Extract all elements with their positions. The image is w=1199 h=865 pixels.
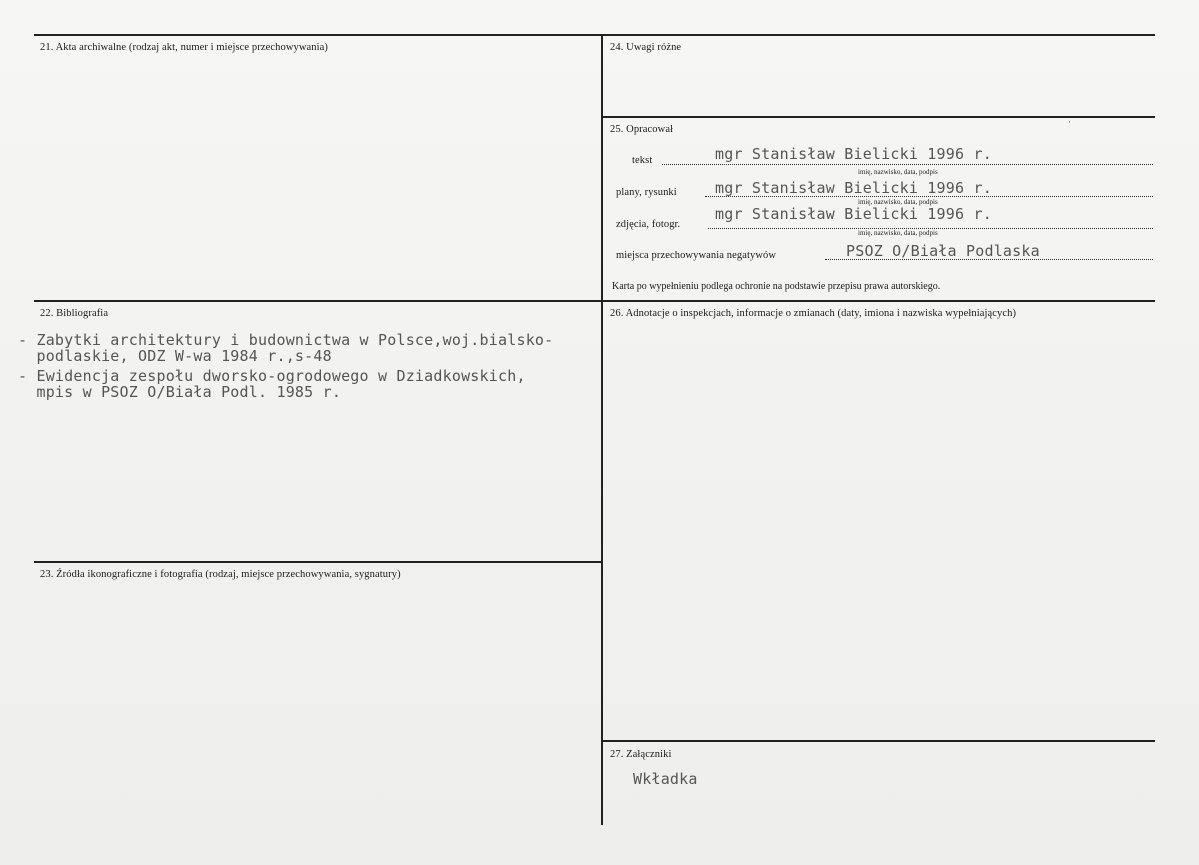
- section-27-label: 27. Załączniki: [610, 749, 672, 760]
- section-26-label: 26. Adnotacje o inspekcjach, informacje o zmianach (daty, imiona i nazwiska wypełniających): [610, 308, 1017, 319]
- field-negatywy-label: miejsca przechowywania negatywów: [616, 250, 777, 261]
- rule-above-22-26: [34, 300, 1155, 302]
- bibliography-line-1: - Zabytki architektury i budownictwa w Polsce,woj.bialsko-: [18, 331, 554, 349]
- section-23-label: 23. Źródła ikonograficzne i fotografia (rodzaj, miejsce przechowywania, sygnatury): [40, 569, 401, 580]
- field-tekst-hint: imię, nazwisko, data, podpis: [858, 168, 938, 176]
- field-zdjecia-label: zdjęcia, fotogr.: [616, 219, 681, 230]
- section-25-label: 25. Opracował: [610, 124, 674, 135]
- field-plany-label: plany, rysunki: [616, 187, 677, 198]
- rule-above-25: [601, 116, 1155, 118]
- field-negatywy-value: PSOZ O/Biała Podlaska: [846, 242, 1040, 260]
- middle-divider: [601, 34, 603, 825]
- field-plany-hint: imię, nazwisko, data, podpis: [858, 198, 938, 206]
- field-zdjecia-value: mgr Stanisław Bielicki 1996 r.: [715, 205, 992, 223]
- section-21-label: 21. Akta archiwalne (rodzaj akt, numer i miejsce przechowywania): [40, 42, 329, 53]
- top-rule: [34, 34, 1155, 36]
- bibliography-line-3: - Ewidencja zespołu dworsko-ogrodowego w Dziadkowskich,: [18, 367, 526, 385]
- field-tekst-line: [662, 164, 1153, 165]
- field-tekst-label: tekst: [632, 155, 653, 166]
- rule-above-23: [34, 561, 601, 563]
- copyright-notice: Karta po wypełnieniu podlega ochronie na podstawie przepisu prawa autorskiego.: [612, 281, 941, 292]
- field-tekst-value: mgr Stanisław Bielicki 1996 r.: [715, 145, 992, 163]
- field-zdjecia-hint: imię, nazwisko, data, podpis: [858, 229, 938, 237]
- field-plany-value: mgr Stanisław Bielicki 1996 r.: [715, 179, 992, 197]
- rule-above-27: [601, 740, 1155, 742]
- attachment-value: Wkładka: [633, 770, 698, 788]
- section-22-label: 22. Bibliografia: [40, 308, 109, 319]
- section-24-label: 24. Uwagi różne: [610, 42, 682, 53]
- ink-speck: ˈ: [1068, 120, 1072, 131]
- bibliography-line-2: podlaskie, ODZ W-wa 1984 r.,s-48: [18, 347, 332, 365]
- bibliography-line-4: mpis w PSOZ O/Biała Podl. 1985 r.: [18, 383, 342, 401]
